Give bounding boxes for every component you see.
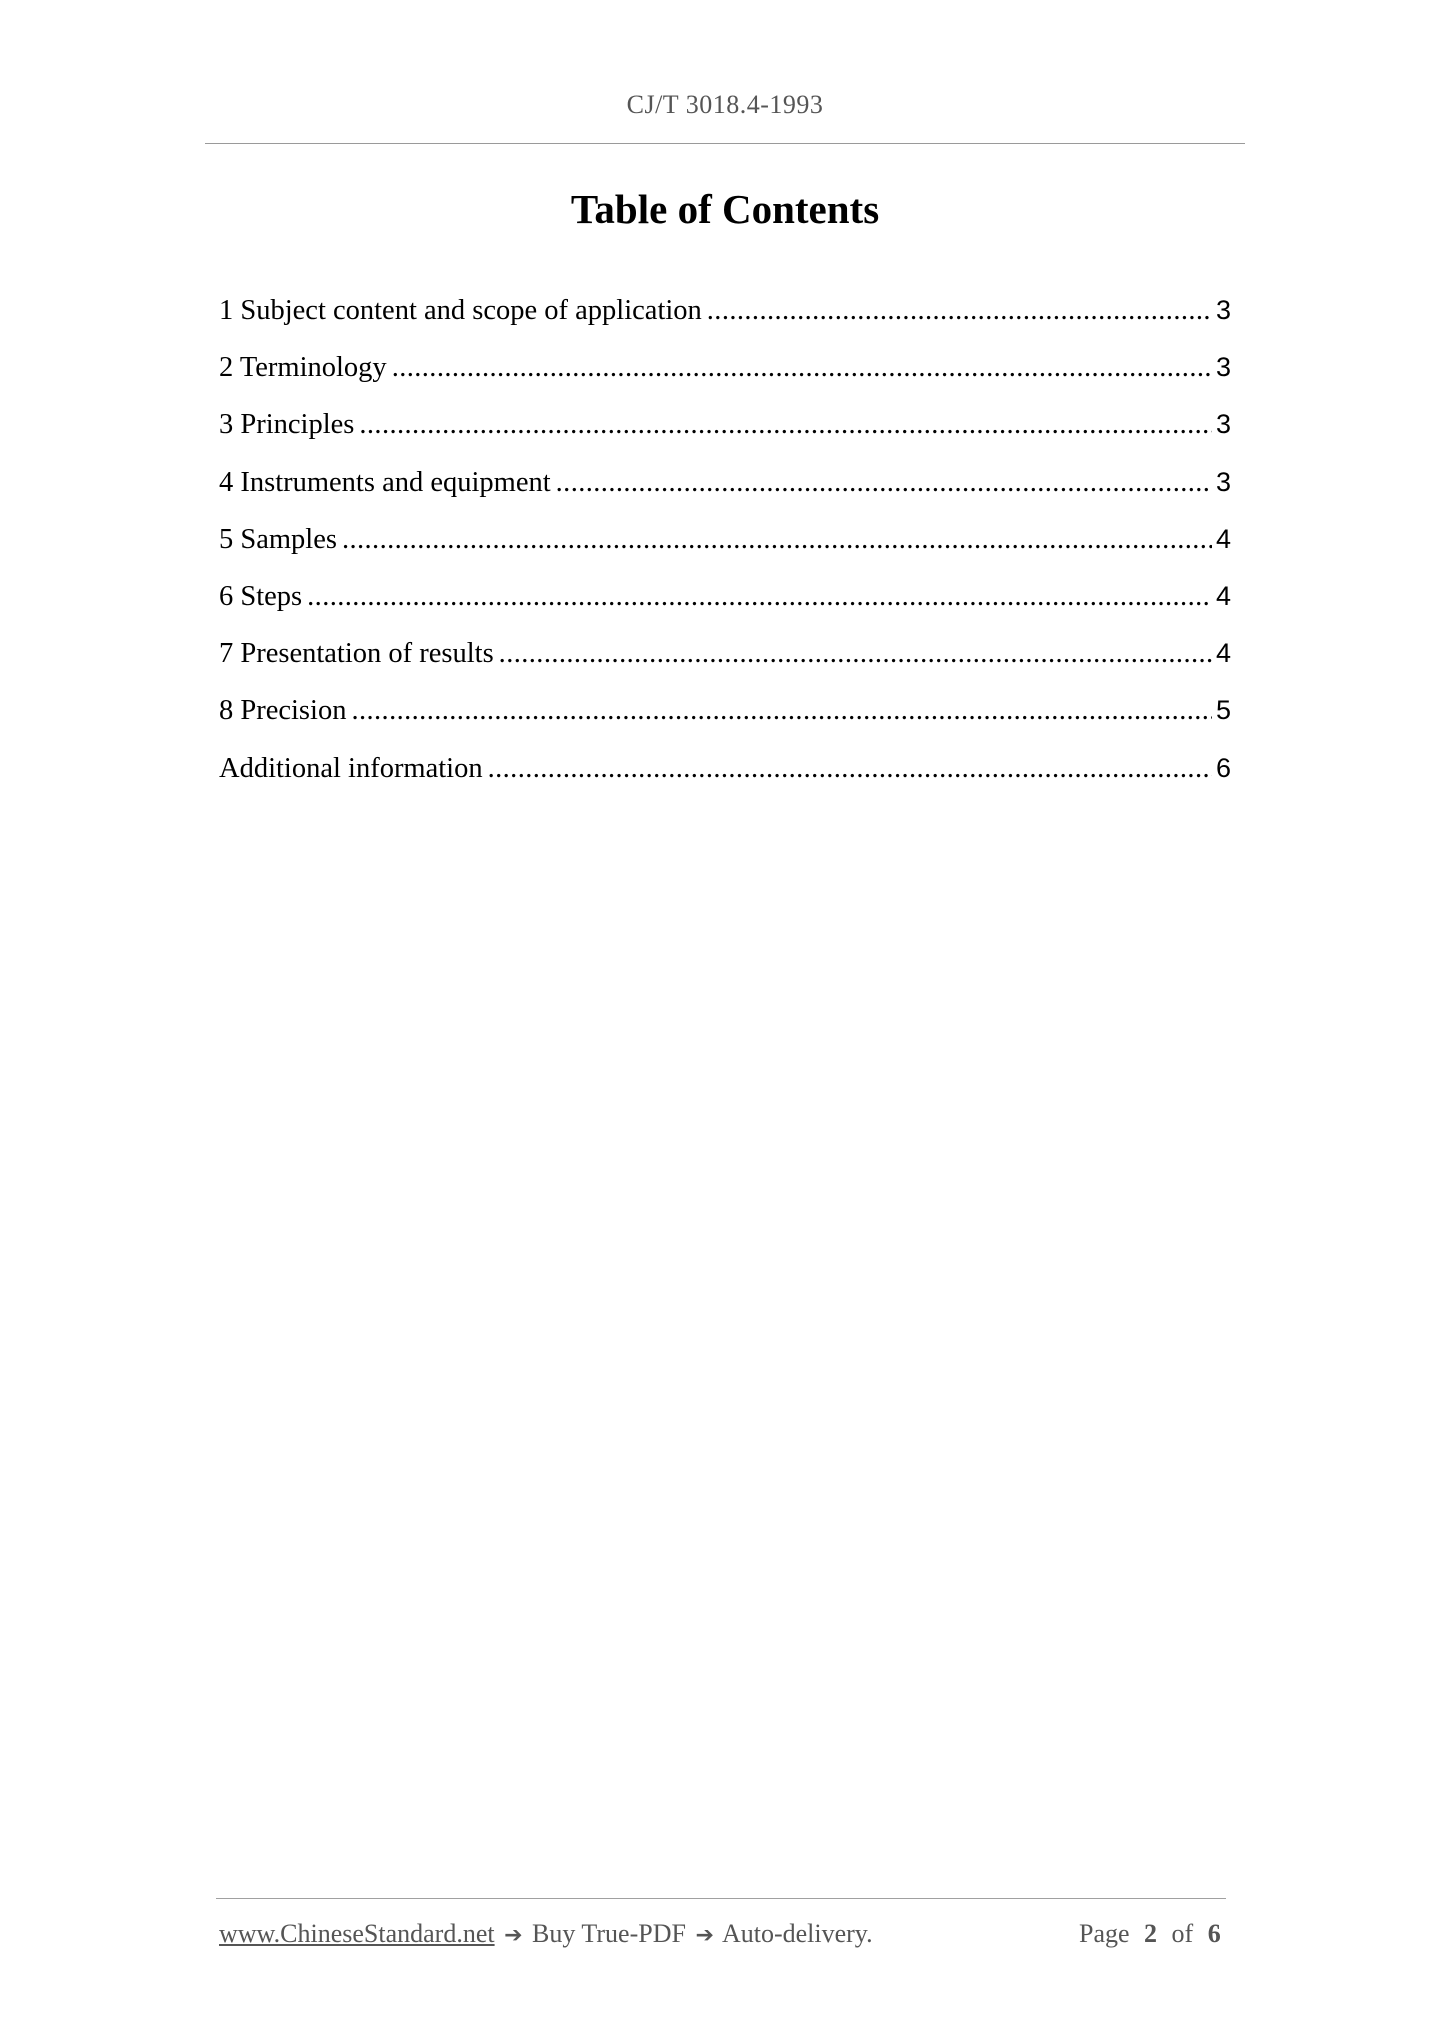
toc-entry-label: 7 Presentation of results	[219, 638, 494, 670]
dot-leader	[556, 467, 1212, 499]
dot-leader	[499, 638, 1212, 670]
page-word: Page	[1079, 1919, 1130, 1948]
buy-true-pdf-text: Buy True-PDF	[532, 1919, 686, 1948]
toc-entry-label: 5 Samples	[219, 523, 337, 555]
right-arrow-icon: ➔	[504, 1923, 523, 1948]
toc-entry-samples[interactable]	[219, 524, 1231, 581]
footer-promo	[219, 1919, 873, 1949]
toc-entry-page: 4	[1215, 523, 1231, 554]
toc-entry-label: 6 Steps	[219, 580, 303, 612]
dot-leader	[488, 753, 1212, 785]
toc-entry-page: 3	[1215, 409, 1231, 440]
toc-entry-presentation-of-results[interactable]	[219, 638, 1231, 695]
toc-entry-terminology[interactable]	[219, 352, 1231, 409]
toc-entry-label: 1 Subject content and scope of application	[219, 295, 702, 326]
page-title: Table of Contents	[570, 186, 880, 232]
toc-entry-label: 2 Terminology	[219, 352, 387, 384]
header-divider	[205, 143, 1245, 144]
table-of-contents	[219, 295, 1231, 810]
dot-leader	[359, 409, 1212, 441]
footer-divider	[216, 1898, 1226, 1899]
toc-entry-page: 3	[1215, 352, 1231, 383]
toc-entry-additional-information[interactable]	[219, 753, 1231, 810]
toc-entry-label: 8 Precision	[219, 695, 347, 727]
toc-entry-steps[interactable]	[219, 581, 1231, 638]
site-link[interactable]: www.ChineseStandard.net	[219, 1919, 495, 1948]
toc-entry-label: Additional information	[219, 752, 483, 784]
document-code-header: CJ/T 3018.4-1993	[626, 90, 824, 119]
toc-entry-page: 4	[1215, 580, 1231, 611]
total-page-count: 6	[1207, 1919, 1221, 1948]
of-word: of	[1171, 1919, 1194, 1948]
auto-delivery-text: Auto-delivery.	[721, 1919, 873, 1948]
toc-entry-instruments[interactable]	[219, 467, 1231, 524]
toc-entry-page: 4	[1215, 638, 1231, 669]
current-page-number: 2	[1144, 1919, 1158, 1948]
toc-entry-label: 3 Principles	[219, 409, 355, 441]
page-number	[1079, 1919, 1229, 1949]
toc-entry-subject-content[interactable]	[219, 295, 1231, 352]
right-arrow-icon: ➔	[695, 1923, 714, 1948]
toc-entry-page: 5	[1215, 695, 1231, 726]
toc-entry-page: 6	[1215, 752, 1231, 783]
dot-leader	[351, 695, 1212, 727]
dot-leader	[707, 295, 1212, 327]
toc-entry-label: 4 Instruments and equipment	[219, 466, 551, 498]
toc-entry-principles[interactable]	[219, 409, 1231, 466]
dot-leader	[342, 524, 1212, 556]
toc-entry-page: 3	[1215, 466, 1231, 497]
toc-entry-page: 3	[1215, 295, 1231, 325]
dot-leader	[307, 581, 1212, 613]
toc-entry-precision[interactable]	[219, 695, 1231, 752]
dot-leader	[392, 352, 1212, 384]
